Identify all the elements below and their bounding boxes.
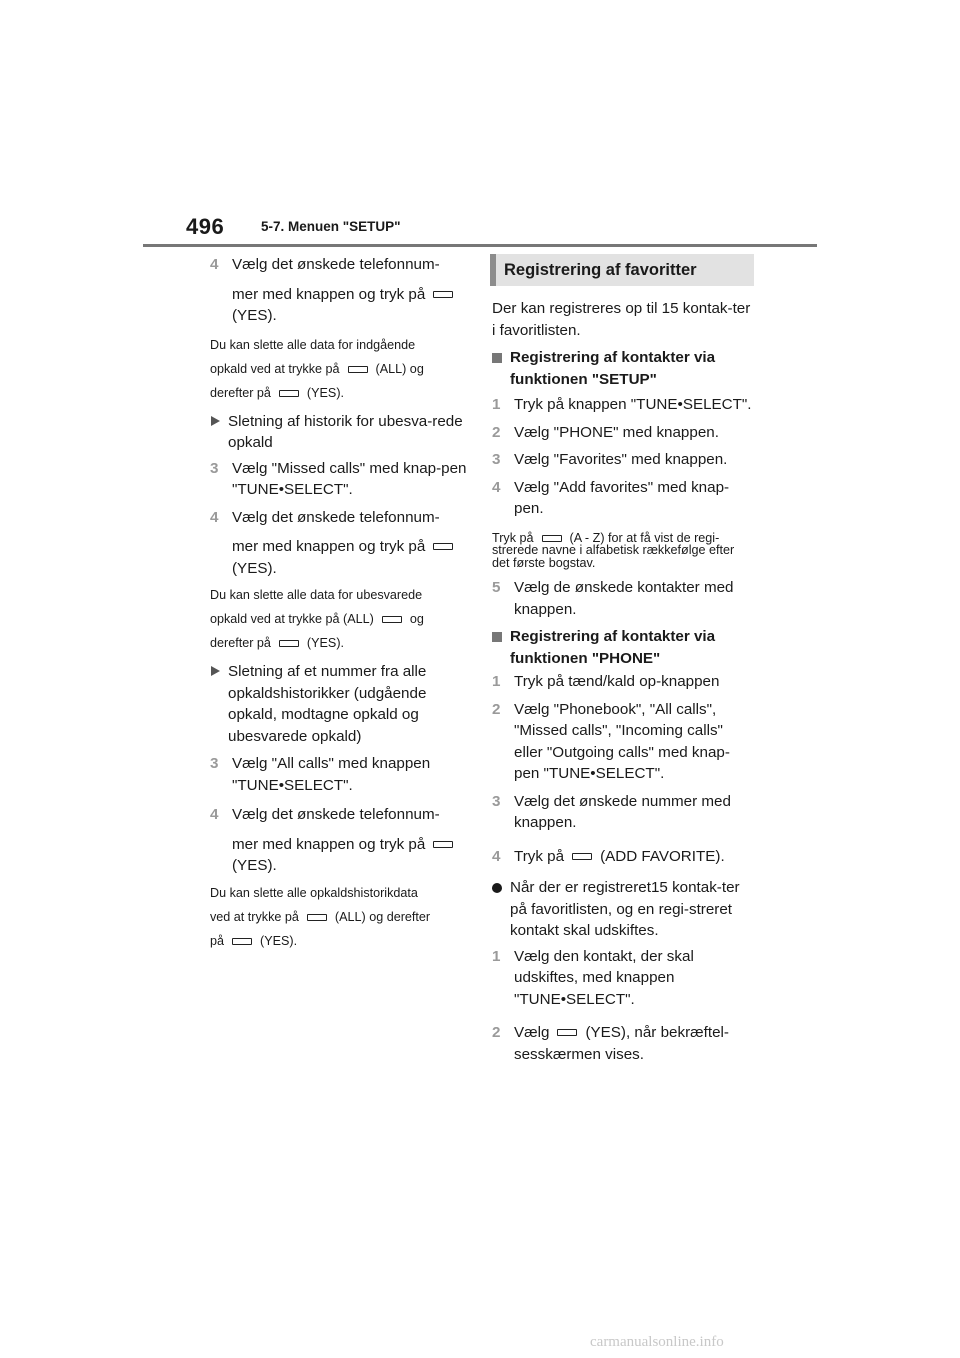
step-text: Vælg "Missed calls" med knap-pen "TUNE•SELECT". <box>232 459 467 498</box>
section-title: 5-7. Menuen "SETUP" <box>261 219 401 234</box>
subheading-text: Sletning af historik for ubesva-rede opkald <box>228 412 463 451</box>
step-number: 1 <box>492 396 501 413</box>
step-number: 3 <box>492 792 501 810</box>
button-icon <box>279 640 299 647</box>
button-icon <box>433 291 453 298</box>
step-text: (YES). <box>232 857 277 874</box>
note <box>210 881 472 953</box>
step-number: 3 <box>210 459 219 477</box>
button-icon <box>557 1029 577 1036</box>
button-icon <box>542 535 562 542</box>
subheading-text: Registrering af kontakter via funktionen "PHONE" <box>510 628 716 667</box>
step <box>492 946 754 1011</box>
note <box>210 583 472 655</box>
step-number: 1 <box>492 673 501 690</box>
step-number: 2 <box>492 700 501 718</box>
step-text: Tryk på tænd/kald op-knappen <box>514 673 720 690</box>
step-number: 4 <box>210 806 219 823</box>
subheading <box>210 411 472 454</box>
note-line: ved at trykke på (ALL) og derefter <box>210 909 431 924</box>
step-text: Tryk på knappen "TUNE•SELECT". <box>514 396 752 413</box>
step-continued <box>210 305 472 327</box>
step-continued <box>210 855 472 877</box>
note-line: Du kan slette alle data for ubesvarede <box>210 588 423 602</box>
note-line: på (YES). <box>210 933 298 948</box>
step-text: Vælg det ønskede telefonnum- <box>232 256 440 273</box>
step <box>210 507 472 529</box>
step-number: 3 <box>210 755 219 772</box>
button-icon <box>232 938 252 945</box>
triangle-bullet-icon <box>211 666 220 676</box>
note-line: derefter på (YES). <box>210 636 345 650</box>
step-text: Vælg de ønskede kontakter med knappen. <box>514 579 734 618</box>
step-number: 4 <box>492 847 501 865</box>
step-text: Vælg "Phonebook", "All calls", "Missed calls", "Incoming calls" eller "Outgoing calls" med knap-pen "TUNE•SELECT". <box>514 700 730 782</box>
note-line: Du kan slette alle data for indgående <box>210 337 416 352</box>
step-text: mer med knappen og tryk på <box>232 538 426 555</box>
note <box>210 333 472 405</box>
step <box>492 577 754 620</box>
step <box>210 458 472 501</box>
note-line: Du kan slette alle opkaldshistorikdata <box>210 885 418 900</box>
step-number: 5 <box>492 579 501 596</box>
intro-text: Der kan registreres op til 15 kontak-ter i favoritlisten. <box>492 300 751 339</box>
step-text: Vælg "PHONE" med knappen. <box>514 423 719 441</box>
step <box>492 449 754 471</box>
step-text: Vælg "Add favorites" med knap-pen. <box>514 478 730 517</box>
step-text: (YES). <box>232 307 277 324</box>
button-icon <box>433 543 453 550</box>
subheading <box>492 626 754 669</box>
step-continued <box>210 536 472 558</box>
step-number: 1 <box>492 947 501 965</box>
step-number: 4 <box>210 256 219 273</box>
step-continued <box>210 834 472 856</box>
step: 4 Tryk på (ADD FAVORITE). <box>492 846 754 868</box>
step <box>492 394 754 416</box>
round-bullet-icon <box>492 883 502 893</box>
step-text: Vælg "All calls" med knappen "TUNE•SELECT". <box>232 755 431 794</box>
step-number: 2 <box>492 423 501 441</box>
step-number: 4 <box>492 478 501 496</box>
page-number: 496 <box>186 214 225 239</box>
step-text: Vælg det ønskede telefonnum- <box>232 508 440 526</box>
step-text: mer med knappen og tryk på <box>232 835 426 853</box>
step-number: 2 <box>492 1024 501 1041</box>
button-icon <box>307 914 327 921</box>
step: 2 Vælg (YES), når bekræftel-sesskærmen vises. <box>492 1024 729 1063</box>
subheading <box>492 347 754 390</box>
step <box>492 422 754 444</box>
step-text: Vælg "Favorites" med knappen. <box>514 451 728 468</box>
watermark: carmanualsonline.info <box>590 1334 724 1350</box>
step-continued <box>210 284 472 306</box>
subheading <box>210 661 472 747</box>
step-continued <box>210 558 472 580</box>
bullet-text: Når der er registreret15 kontak-ter på favoritlisten, og en regi-streret kontakt skal udskiftes. <box>510 879 740 939</box>
step <box>492 699 754 785</box>
subheading-text: Registrering af kontakter via funktionen "SETUP" <box>510 349 716 388</box>
note-line: derefter på (YES). <box>210 385 345 400</box>
step-number: 3 <box>492 451 501 468</box>
button-icon <box>279 390 299 397</box>
step <box>210 804 472 826</box>
left-column <box>210 254 472 953</box>
right-column <box>492 254 754 1065</box>
header-rule <box>143 244 817 247</box>
step-text: Vælg det ønskede nummer med knappen. <box>514 792 731 831</box>
note-line: opkald ved at trykke på (ALL) og <box>210 361 424 376</box>
step <box>210 254 472 276</box>
step-text: Vælg den kontakt, der skal udskiftes, med knappen "TUNE•SELECT". <box>514 947 694 1008</box>
step-number: 4 <box>210 508 219 526</box>
step-text: (YES). <box>232 559 277 577</box>
square-bullet-icon <box>492 353 502 363</box>
square-bullet-icon <box>492 632 502 642</box>
bullet-item <box>492 877 754 942</box>
step-text: mer med knappen og tryk på <box>232 285 426 303</box>
note: Tryk på (A - Z) for at få vist de regi-strerede navne i alfabetisk rækkefølge efter det første bogstav. <box>492 530 735 570</box>
step <box>492 671 754 693</box>
triangle-bullet-icon <box>211 416 220 426</box>
step <box>210 753 472 796</box>
section-heading: Registrering af favoritter <box>490 254 754 286</box>
button-icon <box>433 841 453 848</box>
button-icon <box>348 366 368 373</box>
note-line: opkald ved at trykke på (ALL) og <box>210 612 424 626</box>
step-text: Vælg det ønskede telefonnum- <box>232 806 440 823</box>
button-icon <box>382 616 402 623</box>
subheading-text: Sletning af et nummer fra alle opkaldshistorikker (udgående opkald, modtagne opkald og ubesvarede opkald) <box>228 663 427 745</box>
step <box>492 477 754 520</box>
button-icon <box>572 853 592 860</box>
step <box>492 791 754 834</box>
